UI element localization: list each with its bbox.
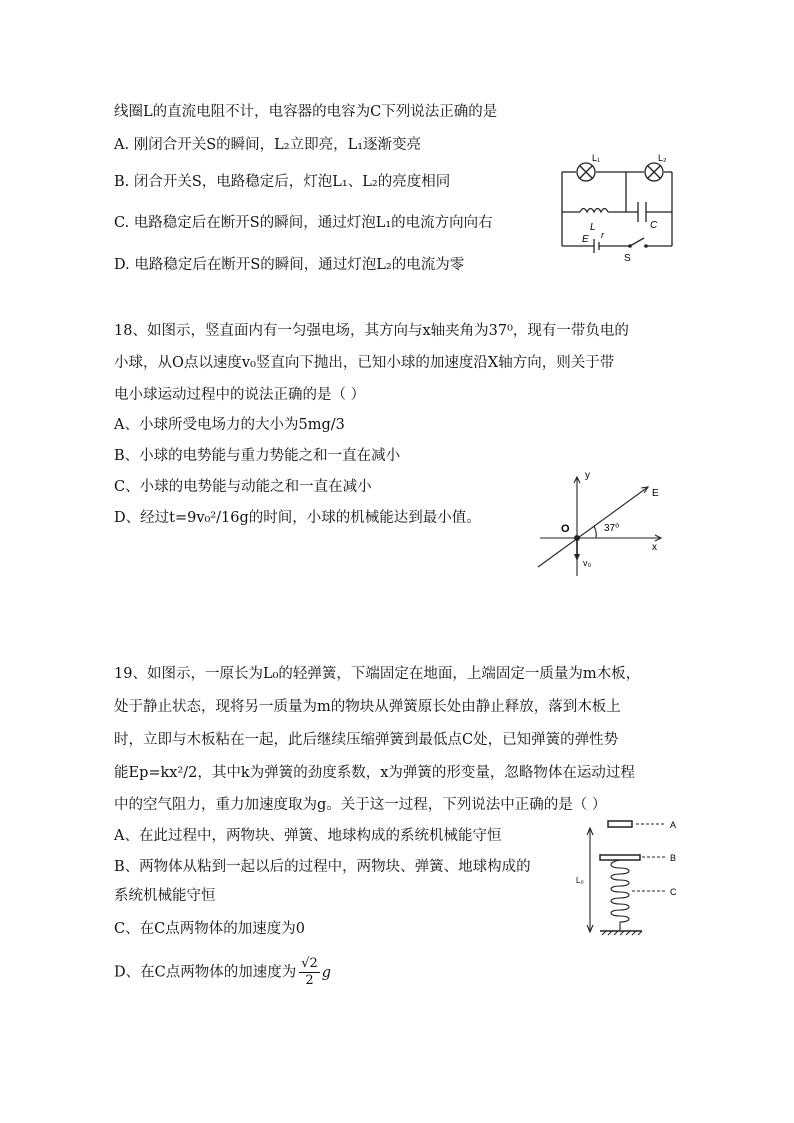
q18-option-b: B、小球的电势能与重力势能之和一直在减小 (114, 448, 401, 464)
origin-label: O (561, 523, 570, 535)
q19-stem-line2: 处于静止状态，现将另一质量为m的物块从弹簧原长处由静止释放，落到木板上 (114, 699, 621, 715)
position-b-label: B (670, 853, 677, 863)
y-axis-label: y (585, 470, 590, 481)
x-axis-label: x (652, 542, 657, 553)
q18-stem-line1: 18、如图示，竖直面内有一匀强电场，其方向与x轴夹角为37⁰，现有一带负电的 (114, 323, 629, 339)
q19-option-b-line2: 系统机械能守恒 (114, 888, 216, 904)
q17-option-d: D. 电路稳定后在断开S的瞬间，通过灯泡L₂的电流为零 (114, 257, 465, 273)
q19-stem-line4: 能Ep=kx²/2，其中k为弹簧的劲度系数，x为弹簧的形变量，忽略物体在运动过程 (114, 765, 635, 781)
capacitor-label: C (650, 220, 658, 231)
q17-option-a: A. 刚闭合开关S的瞬间，L₂立即亮，L₁逐渐变亮 (114, 137, 422, 153)
q18-option-d: D、经过t=9v₀²/16g的时间，小球的机械能达到最小值。 (114, 510, 481, 526)
spring-diagram (570, 815, 690, 945)
fraction-sqrt2-over-2 (299, 956, 320, 989)
position-a-label: A (670, 820, 677, 830)
lamp-l1-label: L₁ (592, 153, 601, 163)
position-c-label: C (670, 887, 677, 897)
lamp-l2-label: L₂ (658, 153, 667, 163)
field-e-label: E (652, 488, 659, 499)
fraction-numerator: √2 (301, 956, 318, 971)
electric-field-diagram (534, 470, 674, 580)
q19-option-d (114, 956, 331, 989)
q18-stem-line3: 电小球运动过程中的说法正确的是（ ） (114, 387, 366, 403)
q19-option-c: C、在C点两物体的加速度为0 (114, 921, 305, 937)
q17-stem: 线圈L的直流电阻不计，电容器的电容为C下列说法正确的是 (114, 104, 498, 120)
q17-option-c: C. 电路稳定后在断开S的瞬间，通过灯泡L₁的电流方向向右 (114, 215, 493, 231)
velocity-label: v₀ (583, 558, 592, 568)
q19-option-a: A、在此过程中，两物块、弹簧、地球构成的系统机械能守恒 (114, 828, 502, 844)
internal-resistance-label: r (601, 230, 604, 240)
q19-option-d-text: D、在C点两物体的加速度为 (114, 964, 297, 981)
q19-stem-line1: 19、如图示，一原长为L₀的轻弹簧，下端固定在地面，上端固定一质量为m木板， (114, 666, 641, 682)
q18-option-a: A、小球所受电场力的大小为5mg/3 (114, 417, 345, 433)
q19-option-b-line1: B、两物体从粘到一起以后的过程中，两物块、弹簧、地球构成的 (114, 859, 531, 875)
q19-stem-line5: 中的空气阻力，重力加速度取为g。关于这一过程，下列说法中正确的是（ ） (114, 797, 607, 813)
circuit-diagram (554, 150, 680, 268)
switch-label: S (624, 253, 631, 264)
emf-label: E (582, 234, 589, 245)
fraction-denominator: 2 (305, 973, 314, 988)
gravity-symbol: g (321, 964, 332, 981)
angle-label: 37⁰ (604, 523, 620, 534)
q19-stem-line3: 时，立即与木板粘在一起，此后继续压缩弹簧到最低点C处，已知弹簧的弹性势 (114, 732, 619, 748)
q17-option-b: B. 闭合开关S，电路稳定后，灯泡L₁、L₂的亮度相同 (114, 174, 451, 190)
coil-label: L (590, 222, 596, 233)
natural-length-label: L₀ (576, 876, 584, 885)
q18-option-c: C、小球的电势能与动能之和一直在减小 (114, 479, 372, 495)
q18-stem-line2: 小球，从O点以速度v₀竖直向下抛出，已知小球的加速度沿X轴方向，则关于带 (114, 355, 615, 371)
